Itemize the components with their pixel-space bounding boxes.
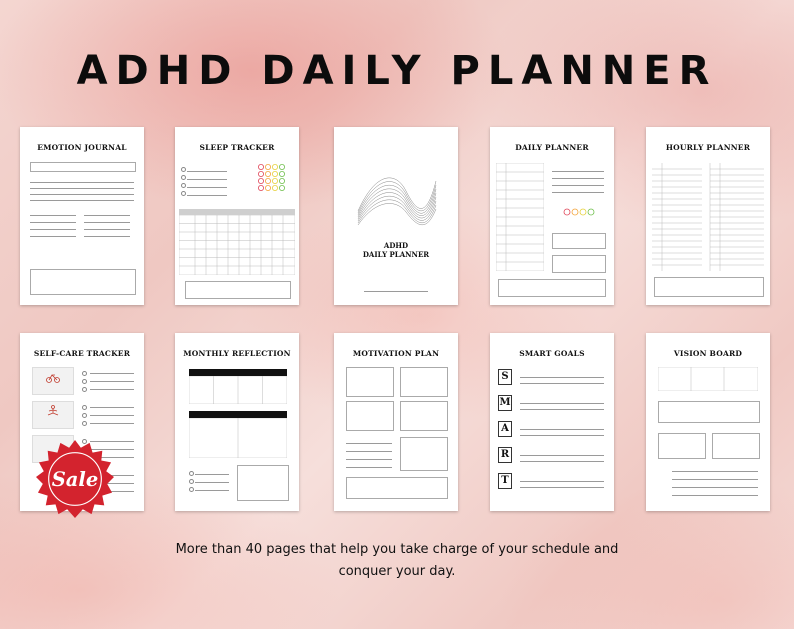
page-title: MOTIVATION PLAN — [352, 349, 440, 358]
page-hourly-planner — [646, 127, 770, 305]
page-title: SLEEP TRACKER — [199, 143, 275, 152]
cover-title-line2: DAILY PLANNER — [362, 250, 430, 259]
meditation-icon — [47, 405, 59, 417]
bicycle-icon — [46, 373, 60, 383]
page-cover — [334, 127, 458, 305]
notes-box — [30, 269, 136, 295]
smart-letter-r: R — [498, 447, 512, 463]
notes-box — [185, 281, 291, 299]
page-title: SELF-CARE TRACKER — [33, 349, 131, 358]
notes-box — [346, 477, 448, 499]
page-title: VISION BOARD — [673, 349, 743, 358]
sale-label: Sale — [51, 467, 99, 491]
mood-faces-icon — [255, 163, 291, 199]
mood-scale — [30, 162, 136, 172]
smart-letter-s: S — [498, 369, 512, 385]
notes-box — [654, 277, 764, 297]
page-title: EMOTION JOURNAL — [37, 143, 127, 152]
page-sleep-tracker — [175, 127, 299, 305]
description-line-1: More than 40 pages that help you take charge of your schedule and — [175, 542, 619, 557]
page-title: HOURLY PLANNER — [665, 143, 751, 152]
page-title: DAILY PLANNER — [515, 143, 589, 152]
page-vision-board — [646, 333, 770, 511]
sleep-grid — [179, 215, 295, 275]
smart-letter-t: T — [498, 473, 512, 489]
wave-art-icon — [356, 161, 438, 235]
smart-letter-m: M — [498, 395, 512, 411]
notes-box — [498, 279, 606, 297]
description — [0, 539, 794, 583]
smart-letter-a: A — [498, 421, 512, 437]
page-title: SMART GOALS — [519, 349, 585, 358]
hourly-grid — [652, 163, 764, 271]
page-smart-goals — [490, 333, 614, 511]
description-line-2: conquer your day. — [338, 564, 456, 579]
cover-title-line1: ADHD — [383, 241, 409, 250]
page-motivation-plan — [334, 333, 458, 511]
page-emotion-journal — [20, 127, 144, 305]
page-daily-planner — [490, 127, 614, 305]
page-monthly-reflection — [175, 333, 299, 511]
page-title: MONTHLY REFLECTION — [183, 349, 291, 358]
mood-faces-icon — [562, 207, 602, 217]
main-title: ADHD DAILY PLANNER — [76, 48, 718, 94]
schedule-column — [496, 163, 544, 271]
sale-badge — [36, 440, 114, 518]
